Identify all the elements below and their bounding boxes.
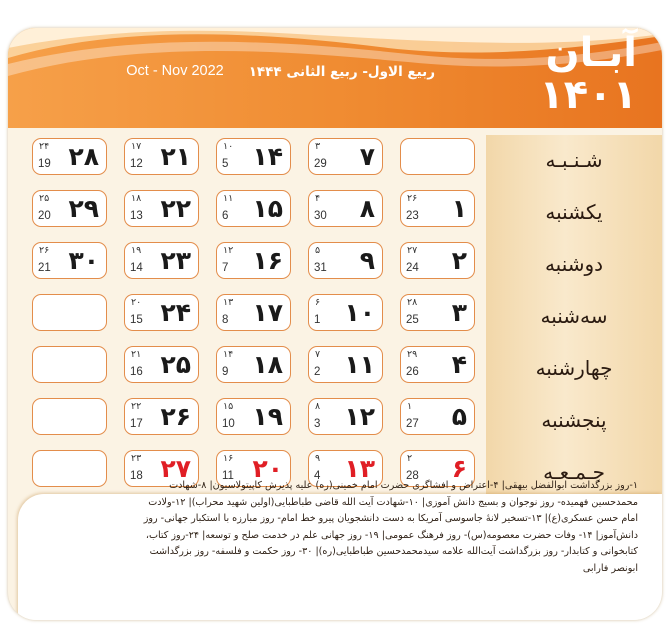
gregorian-day-number: 7 <box>222 262 229 274</box>
gregorian-day-number: 23 <box>406 210 419 222</box>
hijri-day-number: ۲۳ <box>131 453 142 464</box>
persian-day-number: ۹ <box>359 246 375 275</box>
gregorian-day-number: 16 <box>130 366 143 378</box>
persian-day-number: ۴ <box>451 350 467 379</box>
persian-day-number: ۳۰ <box>68 246 99 275</box>
gregorian-day-number: 26 <box>406 366 419 378</box>
persian-day-number: ۵ <box>451 402 467 431</box>
day-cell <box>32 138 107 175</box>
day-cell <box>32 190 107 227</box>
gregorian-day-number: 5 <box>222 158 229 170</box>
hijri-day-number: ۲۸ <box>407 297 418 308</box>
day-cell <box>308 398 383 435</box>
persian-day-number: ۲۴ <box>160 298 191 327</box>
gregorian-day-number: 24 <box>406 262 419 274</box>
persian-day-number: ۱۶ <box>252 246 283 275</box>
gregorian-day-number: 4 <box>314 470 321 482</box>
hijri-day-number: ۲۶ <box>39 245 50 256</box>
gregorian-day-number: 21 <box>38 262 51 274</box>
gregorian-day-number: 31 <box>314 262 327 274</box>
gregorian-day-number: 11 <box>222 470 234 482</box>
gregorian-day-number: 14 <box>130 262 143 274</box>
gregorian-day-number: 18 <box>130 470 143 482</box>
persian-day-number: ۱۷ <box>252 298 283 327</box>
gregorian-day-number: 13 <box>130 210 143 222</box>
gregorian-day-number: 30 <box>314 210 327 222</box>
holiday-day-number: ۲۰ <box>252 454 283 483</box>
day-cell <box>216 398 291 435</box>
persian-day-number: ۱۲ <box>344 402 375 431</box>
empty-day-cell <box>32 398 107 435</box>
day-cell <box>400 398 475 435</box>
empty-day-cell <box>32 346 107 383</box>
day-cell <box>400 294 475 331</box>
persian-day-number: ۱۵ <box>252 194 283 223</box>
persian-day-number: ۱۹ <box>252 402 283 431</box>
day-cell <box>216 294 291 331</box>
weekday-tuesday: سه‌شنبه <box>540 304 608 328</box>
day-cell <box>400 190 475 227</box>
hijri-day-number: ۲ <box>407 453 413 464</box>
hijri-day-number: ۱۴ <box>223 349 234 360</box>
hijri-day-number: ۱۳ <box>223 297 234 308</box>
day-cell <box>308 190 383 227</box>
persian-day-number: ۸ <box>359 194 375 223</box>
hijri-day-number: ۲۲ <box>131 401 142 412</box>
gregorian-day-number: 25 <box>406 314 419 326</box>
hijri-day-number: ۲۷ <box>407 245 418 256</box>
gregorian-day-number: 29 <box>314 158 327 170</box>
weekday-sunday: یکشنبه <box>545 200 603 224</box>
persian-day-number: ۳ <box>451 298 467 327</box>
gregorian-day-number: 17 <box>130 418 143 430</box>
hijri-day-number: ۷ <box>315 349 321 360</box>
day-cell <box>124 190 199 227</box>
gregorian-day-number: 19 <box>38 158 51 170</box>
day-cell <box>308 242 383 279</box>
gregorian-day-number: 6 <box>222 210 229 222</box>
gregorian-day-number: 9 <box>222 366 229 378</box>
hijri-day-number: ۱۸ <box>131 193 142 204</box>
gregorian-day-number: 15 <box>130 314 143 326</box>
persian-day-number: ۲۶ <box>160 402 191 431</box>
hijri-day-number: ۲۴ <box>39 141 50 152</box>
gregorian-day-number: 2 <box>314 366 321 378</box>
hijri-day-number: ۱۰ <box>223 141 234 152</box>
gregorian-month-range: Oct - Nov 2022 <box>126 63 224 79</box>
gregorian-day-number: 27 <box>406 418 419 430</box>
hijri-day-number: ۱۵ <box>223 401 234 412</box>
hijri-day-number: ۲۶ <box>407 193 418 204</box>
hijri-day-number: ۵ <box>315 245 321 256</box>
hijri-day-number: ۱۲ <box>223 245 234 256</box>
holiday-day-number: ۱۳ <box>344 454 375 483</box>
gregorian-day-number: 3 <box>314 418 321 430</box>
notes-line: دانش‌آموز| ۱۴- وفات حضرت معصومه(س)- روز فرهنگ عمومی| ۱۹- روز جهانی علم در خدمت صلح و توسعه| ۲۴-روز کتاب، <box>145 529 638 541</box>
hijri-day-number: ۸ <box>315 401 321 412</box>
persian-day-number: ۲۹ <box>68 194 99 223</box>
hijri-day-number: ۲۵ <box>39 193 50 204</box>
weekday-monday: دوشنبه <box>544 252 604 276</box>
hijri-day-number: ۲۹ <box>407 349 418 360</box>
empty-day-cell <box>32 294 107 331</box>
gregorian-day-number: 12 <box>130 158 143 170</box>
persian-day-number: ۱۰ <box>344 298 375 327</box>
empty-day-cell <box>400 138 475 175</box>
persian-day-number: ۲۲ <box>160 194 191 223</box>
notes-line: ابونصر فارابی <box>582 562 638 574</box>
month-title: آبـان ۱۴۰۱ <box>539 30 637 118</box>
persian-day-number: ۷ <box>359 142 375 171</box>
weekday-saturday: شـنـبـه <box>545 148 603 172</box>
day-cell <box>216 346 291 383</box>
persian-day-number: ۲۵ <box>160 350 191 379</box>
persian-day-number: ۱۸ <box>252 350 283 379</box>
persian-day-number: ۲ <box>451 246 467 275</box>
notes-line: محمدحسین فهمیده- روز نوجوان و بسیج دانش آموزی| ۱۰-شهادت آیت الله قاضی طباطبایی(اولین شهید محراب)| ۱۲-ولادت <box>148 496 638 508</box>
gregorian-day-number: 20 <box>38 210 51 222</box>
persian-day-number: ۲۸ <box>68 142 99 171</box>
hijri-day-number: ۲۱ <box>131 349 142 360</box>
hijri-day-number: ۱ <box>407 401 413 412</box>
day-cell <box>124 346 199 383</box>
day-cell <box>308 346 383 383</box>
day-cell <box>32 242 107 279</box>
persian-day-number: ۲۳ <box>160 246 191 275</box>
hijri-month-range: ربیع الاول- ربیع الثانی ۱۴۴۴ <box>248 64 435 80</box>
hijri-day-number: ۱۱ <box>223 193 234 204</box>
persian-day-number: ۱۴ <box>252 142 283 171</box>
weekday-wednesday: چهارشنبه <box>535 356 613 380</box>
day-cell <box>400 242 475 279</box>
holiday-day-number: ۶ <box>451 454 467 483</box>
gregorian-day-number: 1 <box>314 314 321 326</box>
weekday-thursday: پنجشنبه <box>541 408 607 432</box>
notes-line: کتابخوانی و کتابدار- روز بزرگداشت آیت‌الله علامه سیدمحمدحسین طباطبایی(ره)| ۳۰- روز حکمت و فلسفه- روز بزرگداشت <box>149 546 638 557</box>
day-cell <box>124 294 199 331</box>
day-cell <box>124 242 199 279</box>
persian-day-number: ۱ <box>451 194 467 223</box>
hijri-day-number: ۹ <box>315 453 321 464</box>
day-cell <box>308 138 383 175</box>
persian-day-number: ۱۱ <box>344 350 375 379</box>
day-cell <box>308 294 383 331</box>
hijri-day-number: ۳ <box>315 141 321 152</box>
day-cell <box>400 346 475 383</box>
hijri-day-number: ۲۰ <box>131 297 142 308</box>
hijri-day-number: ۱۹ <box>131 245 142 256</box>
notes-line: ۱-روز بزرگداشت ابوالفضل بیهقی| ۴-اعتراض و افشاگری حضرت امام خمینی(ره) علیه پذیرش کاپیتولاسیون| ۸-شهادت <box>169 480 638 491</box>
gregorian-day-number: 8 <box>222 314 229 326</box>
gregorian-day-number: 10 <box>222 418 235 430</box>
gregorian-day-number: 28 <box>406 470 419 482</box>
holiday-day-number: ۲۷ <box>160 454 191 483</box>
hijri-day-number: ۱۶ <box>223 453 234 464</box>
persian-day-number: ۲۱ <box>160 142 191 171</box>
day-cell <box>124 398 199 435</box>
notes-text <box>50 478 638 577</box>
day-cell <box>216 190 291 227</box>
notes-line: امام حسن عسکری(ع)| ۱۳-تسخیر لانهٔ جاسوسی آمریکا به دست دانشجویان پیرو خط امام- روز مبارزه با استکبار جهانی- روز <box>143 513 638 524</box>
hijri-day-number: ۴ <box>315 193 321 204</box>
day-cell <box>124 138 199 175</box>
weekday-friday: جـمـعـه <box>543 460 605 484</box>
hijri-day-number: ۱۷ <box>131 141 142 152</box>
day-cell <box>216 242 291 279</box>
hijri-day-number: ۶ <box>315 297 321 308</box>
day-cell <box>216 138 291 175</box>
